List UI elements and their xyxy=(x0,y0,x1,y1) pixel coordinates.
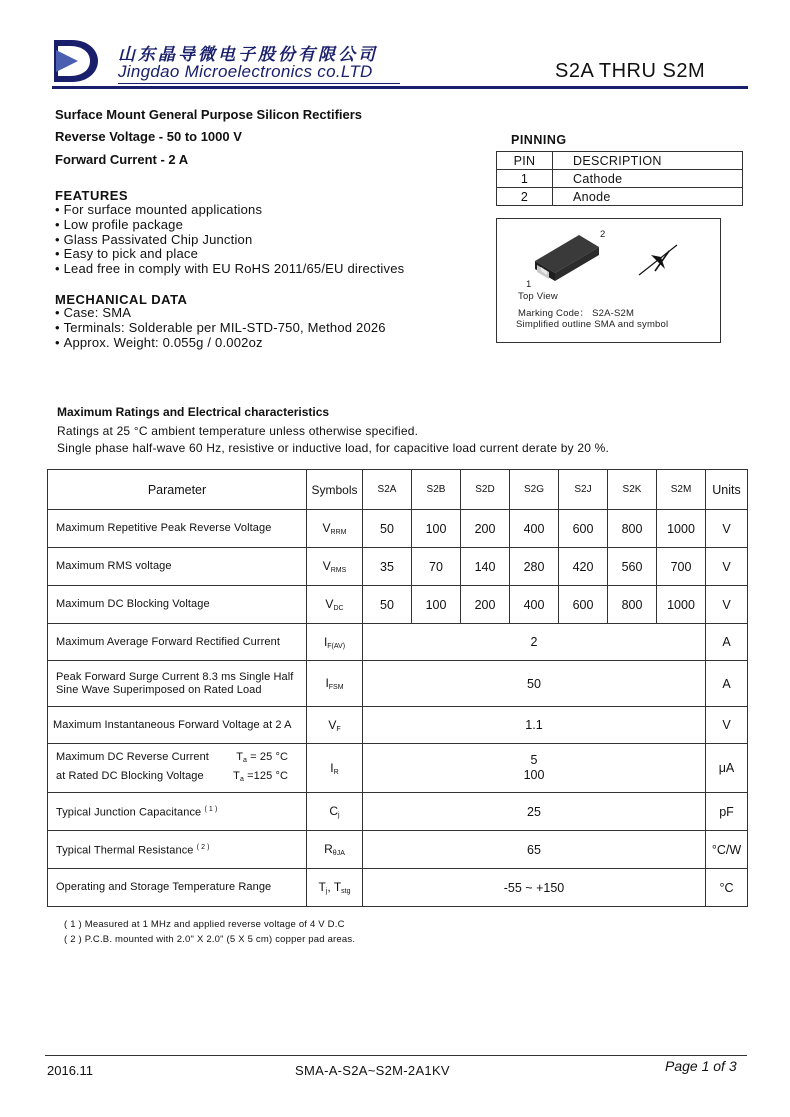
footer-document-code: SMA-A-S2A~S2M-2A1KV xyxy=(295,1063,450,1078)
value-cell: 1000 xyxy=(657,510,706,548)
table-row xyxy=(48,661,748,707)
part-header: S2B xyxy=(412,470,461,510)
pin-header: PIN xyxy=(497,152,553,170)
mechanical-item: • Approx. Weight: 0.055g / 0.002oz xyxy=(55,336,386,351)
footnote-1: ( 1 ) Measured at 1 MHz and applied reverse voltage of 4 V D.C xyxy=(64,919,345,930)
symbol-cell: $V_{RRM}$ xyxy=(307,510,363,548)
param-label: Typical Junction Capacitance $^{( 1 )}$ xyxy=(48,793,307,831)
table-row xyxy=(48,586,748,624)
features-title: FEATURES xyxy=(55,188,129,203)
pin-description: Anode xyxy=(553,188,743,206)
mechanical-item: • Case: SMA xyxy=(55,306,386,321)
package-outline-box xyxy=(496,218,721,343)
value-cell: 140 xyxy=(461,548,510,586)
param-label: Maximum DC Blocking Voltage xyxy=(48,586,307,624)
features-list xyxy=(55,203,404,277)
value-cell: 420 xyxy=(559,548,608,586)
unit-cell: A xyxy=(706,624,748,661)
value-cell: 25 xyxy=(363,793,706,831)
param-label: Maximum Average Forward Rectified Current xyxy=(48,624,307,661)
footnote-2: ( 2 ) P.C.B. mounted with 2.0" X 2.0" (5 X 5 cm) copper pad areas. xyxy=(64,934,356,945)
feature-item: • Easy to pick and place xyxy=(55,247,404,262)
table-header-row xyxy=(48,470,748,510)
description-header: DESCRIPTION xyxy=(553,152,743,170)
value-cell: 200 xyxy=(461,586,510,624)
footer-page-number: Page 1 of 3 xyxy=(665,1058,737,1074)
value-cell: 70 xyxy=(412,548,461,586)
symbol-cell: $R_{\theta JA}$ xyxy=(307,831,363,869)
param-label: Maximum DC Reverse Current $T_a = 25$ °C at Rated DC Blocking Voltage $T_a =125$ °C xyxy=(48,744,307,793)
value-cell: 200 xyxy=(461,510,510,548)
unit-cell: V xyxy=(706,510,748,548)
value-cell: 600 xyxy=(559,586,608,624)
footer-rule xyxy=(45,1055,747,1056)
table-row xyxy=(497,170,743,188)
diode-symbol-icon xyxy=(637,241,679,279)
ratings-note-2: Single phase half-wave 60 Hz, resistive or inductive load, for capacitive load current derate by 20 %. xyxy=(57,441,610,455)
value-cell: 50 xyxy=(363,661,706,707)
value-cell: 50 xyxy=(363,510,412,548)
symbol-cell: $V_{DC}$ xyxy=(307,586,363,624)
symbols-header: Symbols xyxy=(307,470,363,510)
value-cell: 280 xyxy=(510,548,559,586)
company-name-underline xyxy=(118,83,400,84)
unit-cell: μA xyxy=(706,744,748,793)
value-cell: 800 xyxy=(608,510,657,548)
symbol-cell: $I_{FSM}$ xyxy=(307,661,363,707)
part-header: S2D xyxy=(461,470,510,510)
part-header: S2A xyxy=(363,470,412,510)
pin-label-1: 1 xyxy=(526,279,532,290)
mechanical-list xyxy=(55,306,386,350)
value-cell: 5 100 xyxy=(363,744,706,793)
table-row xyxy=(48,510,748,548)
unit-cell: °C/W xyxy=(706,831,748,869)
symbol-cell: $C_j$ xyxy=(307,793,363,831)
company-logo xyxy=(52,38,100,84)
company-name-en: Jingdao Microelectronics co.LTD xyxy=(118,62,373,81)
value-cell: 800 xyxy=(608,586,657,624)
table-row xyxy=(48,831,748,869)
feature-item: • For surface mounted applications xyxy=(55,203,404,218)
intro-forward-current: Forward Current - 2 A xyxy=(55,152,189,167)
value-cell: -55 ~ +150 xyxy=(363,869,706,907)
value-cell: 400 xyxy=(510,510,559,548)
unit-cell: A xyxy=(706,661,748,707)
value-cell: 560 xyxy=(608,548,657,586)
unit-cell: V xyxy=(706,548,748,586)
outline-caption: Simplified outline SMA and symbol xyxy=(516,319,669,330)
table-row xyxy=(48,624,748,661)
pin-number: 2 xyxy=(497,188,553,206)
part-header: S2G xyxy=(510,470,559,510)
ratings-table xyxy=(47,469,748,907)
header-rule xyxy=(52,86,748,89)
value-cell: 400 xyxy=(510,586,559,624)
unit-cell: V xyxy=(706,707,748,744)
ratings-note-1: Ratings at 25 °C ambient temperature unless otherwise specified. xyxy=(57,424,419,438)
symbol-cell: $T_j$, $T_{stg}$ xyxy=(307,869,363,907)
pin-description: Cathode xyxy=(553,170,743,188)
unit-cell: pF xyxy=(706,793,748,831)
param-label: Maximum Instantaneous Forward Voltage at 2 A xyxy=(48,707,307,744)
param-label: Maximum Repetitive Peak Reverse Voltage xyxy=(48,510,307,548)
symbol-cell: $I_{F(AV)}$ xyxy=(307,624,363,661)
unit-cell: V xyxy=(706,586,748,624)
part-header: S2J xyxy=(559,470,608,510)
table-row xyxy=(48,869,748,907)
top-view-caption: Top View xyxy=(518,291,558,302)
part-title: S2A THRU S2M xyxy=(555,60,706,82)
value-cell: 2 xyxy=(363,624,706,661)
marking-code-caption: Marking Code： S2A-S2M xyxy=(518,308,635,319)
pinning-table xyxy=(496,151,743,206)
value-cell: 600 xyxy=(559,510,608,548)
param-label: Peak Forward Surge Current 8.3 ms Single Half Sine Wave Superimposed on Rated Load xyxy=(48,661,307,707)
footer-date: 2016.11 xyxy=(47,1063,94,1078)
value-cell: 100 xyxy=(412,510,461,548)
unit-cell: °C xyxy=(706,869,748,907)
mechanical-item: • Terminals: Solderable per MIL-STD-750, Method 2026 xyxy=(55,321,386,336)
table-row xyxy=(48,793,748,831)
param-label: Maximum RMS voltage xyxy=(48,548,307,586)
pin-number: 1 xyxy=(497,170,553,188)
value-cell: 50 xyxy=(363,586,412,624)
pin-label-2: 2 xyxy=(600,229,606,240)
table-row xyxy=(497,188,743,206)
intro-description: Surface Mount General Purpose Silicon Rectifiers xyxy=(55,107,363,122)
feature-item: • Lead free in comply with EU RoHS 2011/65/EU directives xyxy=(55,262,404,277)
table-row xyxy=(48,548,748,586)
pinning-title: PINNING xyxy=(511,133,567,147)
ratings-title: Maximum Ratings and Electrical characteristics xyxy=(57,405,330,419)
value-cell: 100 xyxy=(412,586,461,624)
param-label: Operating and Storage Temperature Range xyxy=(48,869,307,907)
part-header: S2M xyxy=(657,470,706,510)
symbol-cell: $I_R$ xyxy=(307,744,363,793)
intro-reverse-voltage: Reverse Voltage - 50 to 1000 V xyxy=(55,129,242,144)
value-cell: 1000 xyxy=(657,586,706,624)
company-name-cn: 山东晶导微电子股份有限公司 xyxy=(118,45,378,65)
table-row xyxy=(48,707,748,744)
value-cell: 35 xyxy=(363,548,412,586)
table-row xyxy=(48,744,748,793)
part-header: S2K xyxy=(608,470,657,510)
param-label: Typical Thermal Resistance $^{( 2 )}$ xyxy=(48,831,307,869)
mechanical-title: MECHANICAL DATA xyxy=(55,292,188,307)
symbol-cell: $V_{RMS}$ xyxy=(307,548,363,586)
value-cell: 1.1 xyxy=(363,707,706,744)
units-header: Units xyxy=(706,470,748,510)
symbol-cell: $V_F$ xyxy=(307,707,363,744)
table-row xyxy=(497,152,743,170)
value-cell: 65 xyxy=(363,831,706,869)
feature-item: • Low profile package xyxy=(55,218,404,233)
value-cell: 700 xyxy=(657,548,706,586)
parameter-header: Parameter xyxy=(48,470,307,510)
feature-item: • Glass Passivated Chip Junction xyxy=(55,233,404,248)
